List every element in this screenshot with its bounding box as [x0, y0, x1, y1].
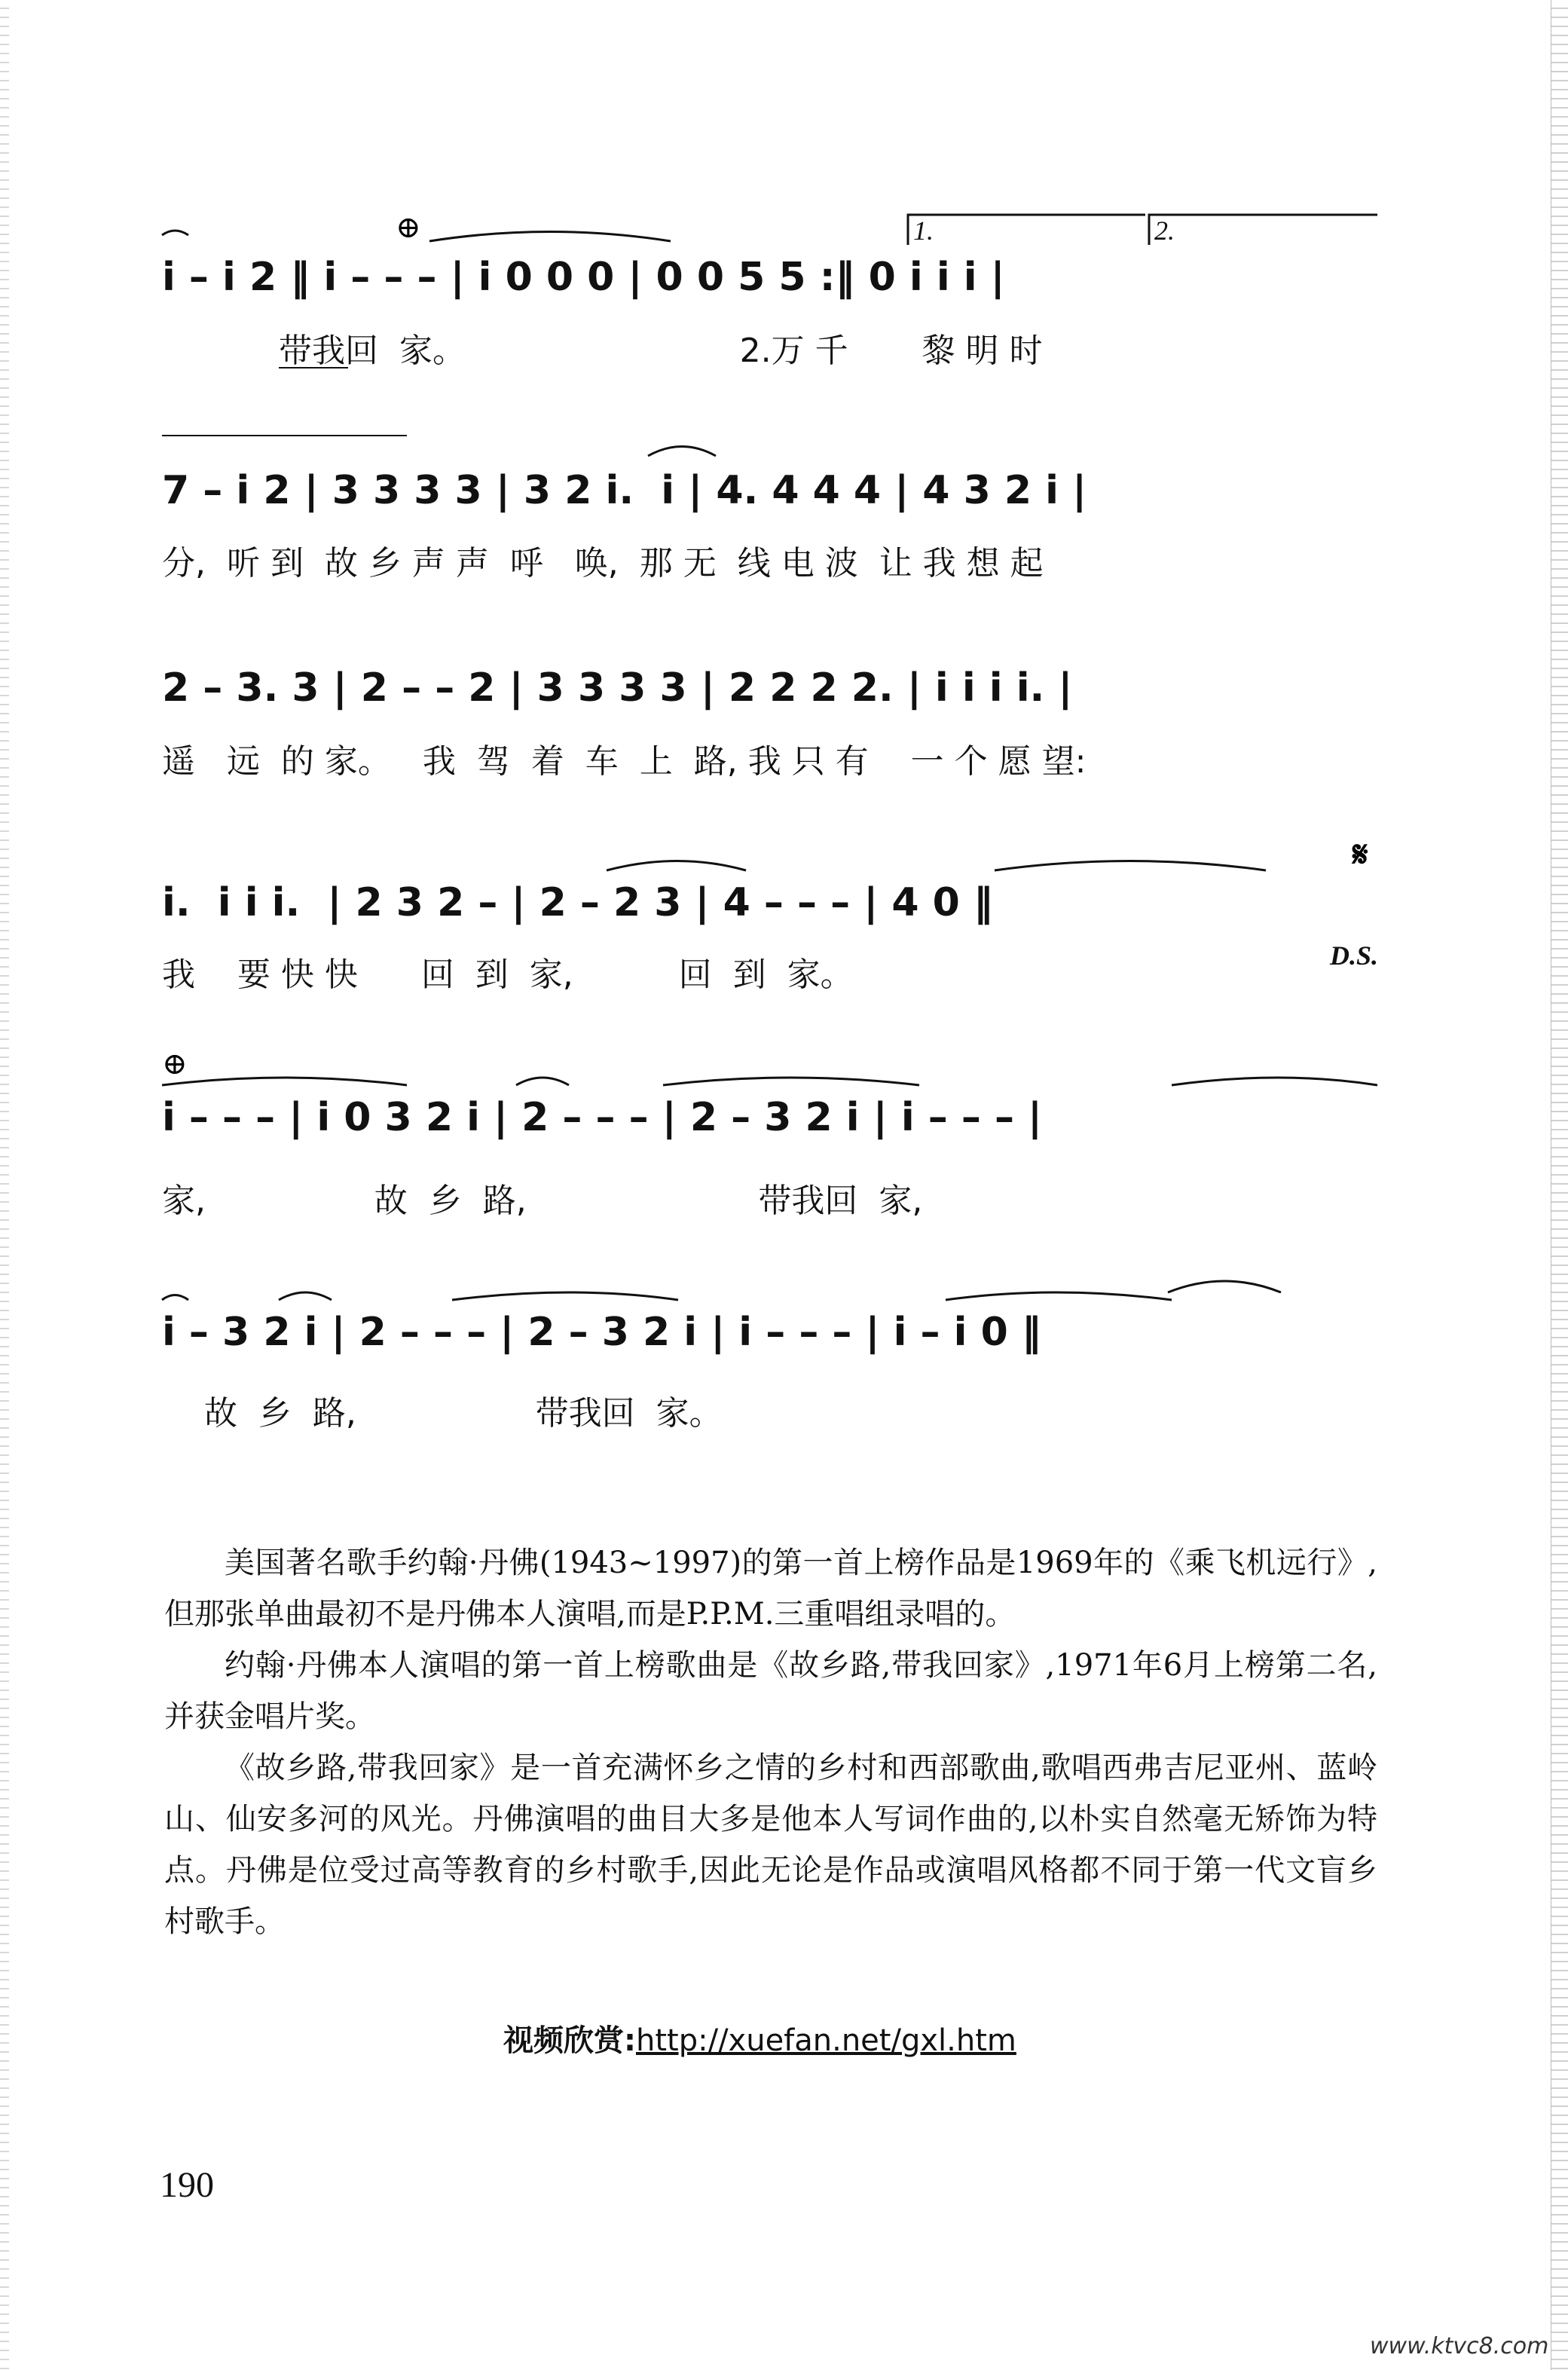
- paragraph-2: 约翰·丹佛本人演唱的第一首上榜歌曲是《故乡路,带我回家》,1971年6月上榜第二名,并获金唱片奖。: [164, 1648, 1377, 1734]
- notes-row-2: 7 – i 2 | 3 3 3 3 | 3 2 i. i | 4. 4 4 4 | 4 3 2 i |: [162, 468, 1087, 513]
- notes-row-3: 2 – 3. 3 | 2 – – 2 | 3 3 3 3 | 2 2 2 2. | i i i i. |: [162, 665, 1073, 711]
- volta-2-label: 2.: [1154, 216, 1175, 246]
- notes-row-5: i – – – | i 0 3 2 i | 2 – – – | 2 – 3 2 i | i – – – |: [162, 1095, 1043, 1140]
- coda-sign-1: ⊕: [396, 210, 421, 245]
- video-line: [503, 2017, 1016, 2060]
- video-label: 视频欣赏:: [503, 2023, 636, 2058]
- paragraph-1: 美国著名歌手约翰·丹佛(1943~1997)的第一首上榜作品是1969年的《乘飞机远行》,但那张单曲最初不是丹佛本人演唱,而是P.P.M.三重唱组录唱的。: [164, 1546, 1377, 1631]
- segno-sign: 𝄋: [1353, 833, 1368, 876]
- lyrics-row-6: 故 乡 路, 带我回 家。: [162, 1394, 723, 1433]
- lyrics-row-2: 分, 听 到 故 乡 声 声 呼 唤, 那 无 线 电 波 让 我 想 起: [162, 544, 1044, 583]
- notes-row-1: i – i 2 ‖ i – – – | i 0 0 0 | 0 0 5 5 :‖ 0 i i i |: [162, 255, 1005, 300]
- page-number: 190: [160, 2165, 214, 2205]
- lyrics-row-5: 家, 故 乡 路, 带我回 家,: [162, 1182, 923, 1220]
- ds-marking: D.S.: [1330, 940, 1379, 971]
- lyrics-row-3: 遥 远 的 家。 我 驾 着 车 上 路, 我 只 有 一 个 愿 望:: [162, 742, 1087, 781]
- volta-brackets: [908, 215, 1377, 245]
- lyrics-row-1: 带我回 家。 2.万 千 黎 明 时: [279, 332, 1043, 370]
- video-link[interactable]: http://xuefan.net/gxl.htm: [636, 2023, 1016, 2058]
- notes-row-6: i – 3 2 i | 2 – – – | 2 – 3 2 i | i – – – | i – i 0 ‖: [162, 1310, 1041, 1355]
- description-text: [164, 1537, 1377, 1947]
- paragraph-3: 《故乡路,带我回家》是一首充满怀乡之情的乡村和西部歌曲,歌唱西弗吉尼亚州、蓝岭山、仙安多河的风光。丹佛演唱的曲目大多是他本人写词作曲的,以朴实自然毫无矫饰为特点。丹佛是位受过高等教育的乡村歌手,因此无论是作品或演唱风格都不同于第一代文盲乡村歌手。: [164, 1751, 1377, 1939]
- volta-1-label: 1.: [913, 216, 934, 246]
- notes-row-4: i. i i i. | 2 3 2 – | 2 – 2 3 | 4 – – – | 4 0 ‖: [162, 880, 993, 925]
- coda-sign-2: ⊕: [162, 1047, 188, 1081]
- watermark: www.ktvc8.com: [1370, 2333, 1549, 2359]
- lyrics-row-4: 我 要 快 快 回 到 家, 回 到 家。: [162, 956, 854, 994]
